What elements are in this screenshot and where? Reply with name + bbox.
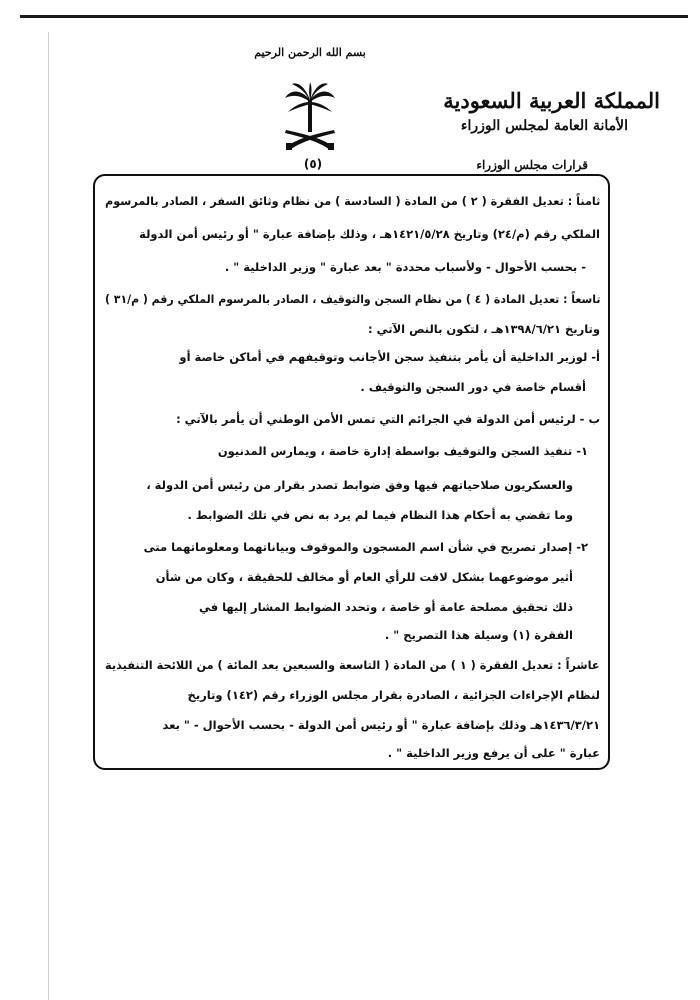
text-line: ١٤٣٦/٣/٢١هـ وذلك بإضافة عبارة " أو رئيس أمن الدولة - بحسب الأحوال - " بعد [162, 718, 600, 732]
text-line: أثير موضوعهما بشكل لافت للرأي العام أو مخالف للحقيقة ، وكان من شأن [155, 570, 573, 584]
text-line: عبارة " على أن يرفع وزير الداخلية " . [387, 746, 600, 760]
text-line: وتاريخ ١٣٩٨/٦/٢١هـ ، لتكون بالنص الآتي : [368, 322, 600, 336]
text-line: أقسام خاصة في دور السجن والتوقيف . [360, 380, 586, 394]
text-line: ثامناً : تعديل الفقرة ( ٢ ) من المادة ( السادسة ) من نظام وثائق السفر ، الصادر بالمرسوم [104, 194, 600, 208]
text-line: ١- تنفيذ السجن والتوقيف بواسطة إدارة خاصة ، ويمارس المدنيون [217, 444, 588, 458]
text-line: تاسعاً : تعديل المادة ( ٤ ) من نظام السجن والتوقيف ، الصادر بالمرسوم الملكي رقم ( م/٣١ ) [104, 292, 600, 306]
text-line: الفقرة (١) وسيلة هذا التصريح " . [384, 628, 573, 642]
text-line: ذلك تحقيق مصلحة عامة أو خاصة ، وتحدد الضوابط المشار إليها في [198, 600, 573, 614]
decisions-label: قرارات مجلس الوزراء [476, 158, 588, 172]
scan-top-border [20, 15, 688, 18]
text-line: أ- لوزير الداخلية أن يأمر بتنفيذ سجن الأجانب وتوقيفهم في أماكن خاصة أو [179, 350, 600, 364]
scan-left-edge [48, 32, 49, 1000]
secretariat-title: الأمانة العامة لمجلس الوزراء [460, 118, 628, 134]
kingdom-title: المملكة العربية السعودية [443, 88, 660, 113]
text-line: لنظام الإجراءات الجزائية ، الصادرة بقرار مجلس الوزراء رقم (١٤٢) وتاريخ [187, 688, 600, 702]
palm-swords-emblem-icon [282, 80, 338, 156]
text-line: ب - لرئيس أمن الدولة في الجرائم التي تمس الأمن الوطني أن يأمر بالآتي : [176, 412, 600, 426]
text-line: عاشراً : تعديل الفقرة ( ١ ) من المادة ( التاسعة والسبعين بعد المائة ) من اللائحة التنفيذية [105, 658, 600, 672]
text-line: الملكي رقم (م/٢٤) وتاريخ ١٤٢١/٥/٢٨هـ ، وذلك بإضافة عبارة " أو رئيس أمن الدولة [139, 227, 600, 241]
basmala: بسم الله الرحمن الرحيم [254, 46, 366, 59]
page-number: (٥) [303, 157, 323, 171]
text-line: وما تقضي به أحكام هذا النظام فيما لم يرد به نص في تلك الضوابط . [187, 508, 573, 522]
text-line: - بحسب الأحوال - ولأسباب محددة " بعد عبارة " وزير الداخلية " . [224, 260, 586, 274]
text-line: ٢- إصدار تصريح في شأن اسم المسجون والموقوف وبياناتهما ومعلوماتهما متى [143, 540, 588, 554]
text-line: والعسكريون صلاحياتهم فيها وفق ضوابط تصدر بقرار من رئيس أمن الدولة ، [146, 478, 573, 492]
